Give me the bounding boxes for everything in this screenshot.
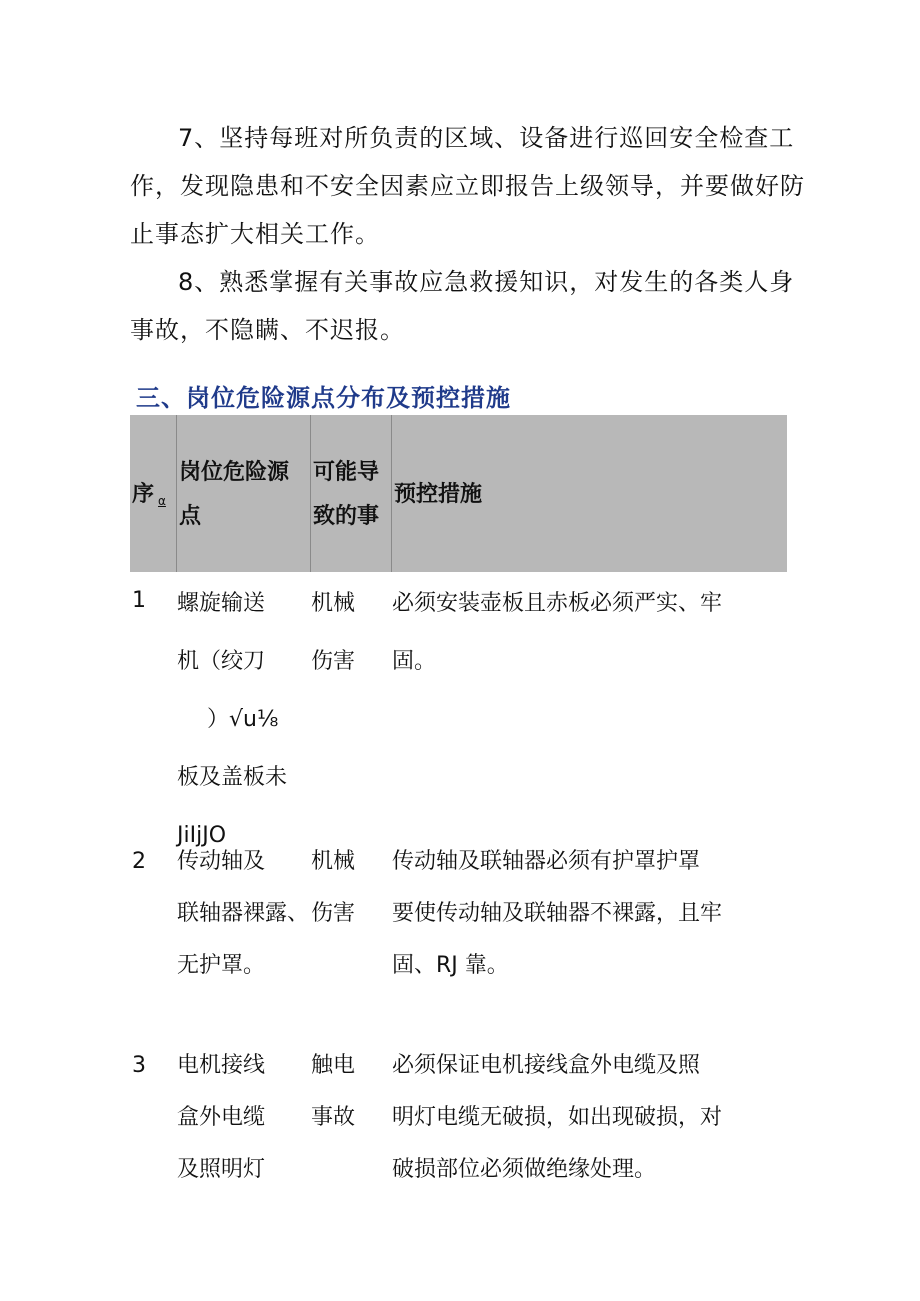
header-result-line: 可能导 (313, 460, 380, 485)
cell-line: 无护罩。 (177, 953, 266, 978)
cell-line: 要使传动轴及联轴器不裸露，且牢 (392, 901, 723, 926)
cell-line: 盒外电缆 (177, 1105, 266, 1130)
cell-line: 板及盖板未 (177, 765, 288, 790)
table-row-2-hazard (177, 836, 310, 992)
cell-line: ）√u⅛ (207, 707, 279, 732)
paragraph-line: 7、坚持每班对所负责的区域、设备进行巡回安全检查工 (178, 124, 795, 152)
header-hazard-line: 岗位危险源 (179, 460, 290, 485)
cell-line: 固、RJ 靠。 (392, 953, 509, 978)
paragraph-line: 事故，不隐瞒、不迟报。 (130, 316, 405, 344)
cell-line: 传动轴及 (177, 849, 266, 874)
paragraph-line: 8、熟悉掌握有关事故应急救援知识，对发生的各类人身 (178, 268, 795, 296)
paragraph-item-8 (130, 258, 795, 354)
header-result-line: 致的事 (313, 504, 380, 529)
table-row-1-measure (392, 575, 787, 691)
table-row-3-hazard (177, 1040, 305, 1196)
table-row-2-measure (392, 836, 787, 992)
table-row-1-seq: 1 (132, 588, 146, 613)
cell-line: 联轴器裸露、 (177, 901, 310, 926)
cell-line: JiIjJO (177, 823, 227, 848)
cell-line: 伤害 (311, 649, 356, 674)
cell-line: 必须安装壶板且赤板必须严实、牢 (392, 591, 723, 616)
cell-line: 事故 (311, 1105, 356, 1130)
table-row-2-seq: 2 (132, 849, 146, 874)
cell-line: 伤害 (311, 901, 356, 926)
table-row-3-measure (392, 1040, 787, 1196)
header-hazard-line: 点 (179, 504, 202, 529)
table-row-3-result (311, 1040, 381, 1144)
header-seq (130, 415, 176, 572)
cell-line: 及照明灯 (177, 1157, 266, 1182)
cell-line: 传动轴及联轴器必须有护罩护罩 (392, 849, 701, 874)
cell-line: 触电 (311, 1053, 356, 1078)
paragraph-line: 止事态扩大相关工作。 (130, 220, 380, 248)
header-seq-label: 序 (132, 482, 155, 507)
header-measure-label: 预控措施 (394, 482, 483, 507)
table-row-3-seq: 3 (132, 1053, 146, 1078)
cell-line: 固。 (392, 649, 437, 674)
header-hazard (177, 415, 310, 572)
header-result (311, 415, 391, 572)
cell-line: 机（绞刀 (177, 649, 266, 674)
paragraph-item-7 (130, 114, 805, 258)
table-row-2-result (311, 836, 381, 940)
cell-line: 必须保证电机接线盒外电缆及照 (392, 1053, 701, 1078)
cell-line: 电机接线 (177, 1053, 266, 1078)
cell-line: 机械 (311, 849, 356, 874)
cell-line: 螺旋输送 (177, 591, 266, 616)
cell-line: 破损部位必须做绝缘处理。 (392, 1157, 657, 1182)
paragraph-line: 作，发现隐患和不安全因素应立即报告上级领导，并要做好防 (130, 172, 805, 200)
table-row-1-hazard (177, 575, 305, 865)
table-header (130, 415, 787, 572)
cell-line: 明灯电缆无破损，如出现破损，对 (392, 1105, 723, 1130)
header-measure (392, 415, 787, 572)
section-heading: 三、岗位危险源点分布及预控措施 (136, 384, 511, 412)
table-row-1-result (311, 575, 381, 691)
cell-line: 机械 (311, 591, 356, 616)
header-seq-sub: α (158, 494, 166, 508)
